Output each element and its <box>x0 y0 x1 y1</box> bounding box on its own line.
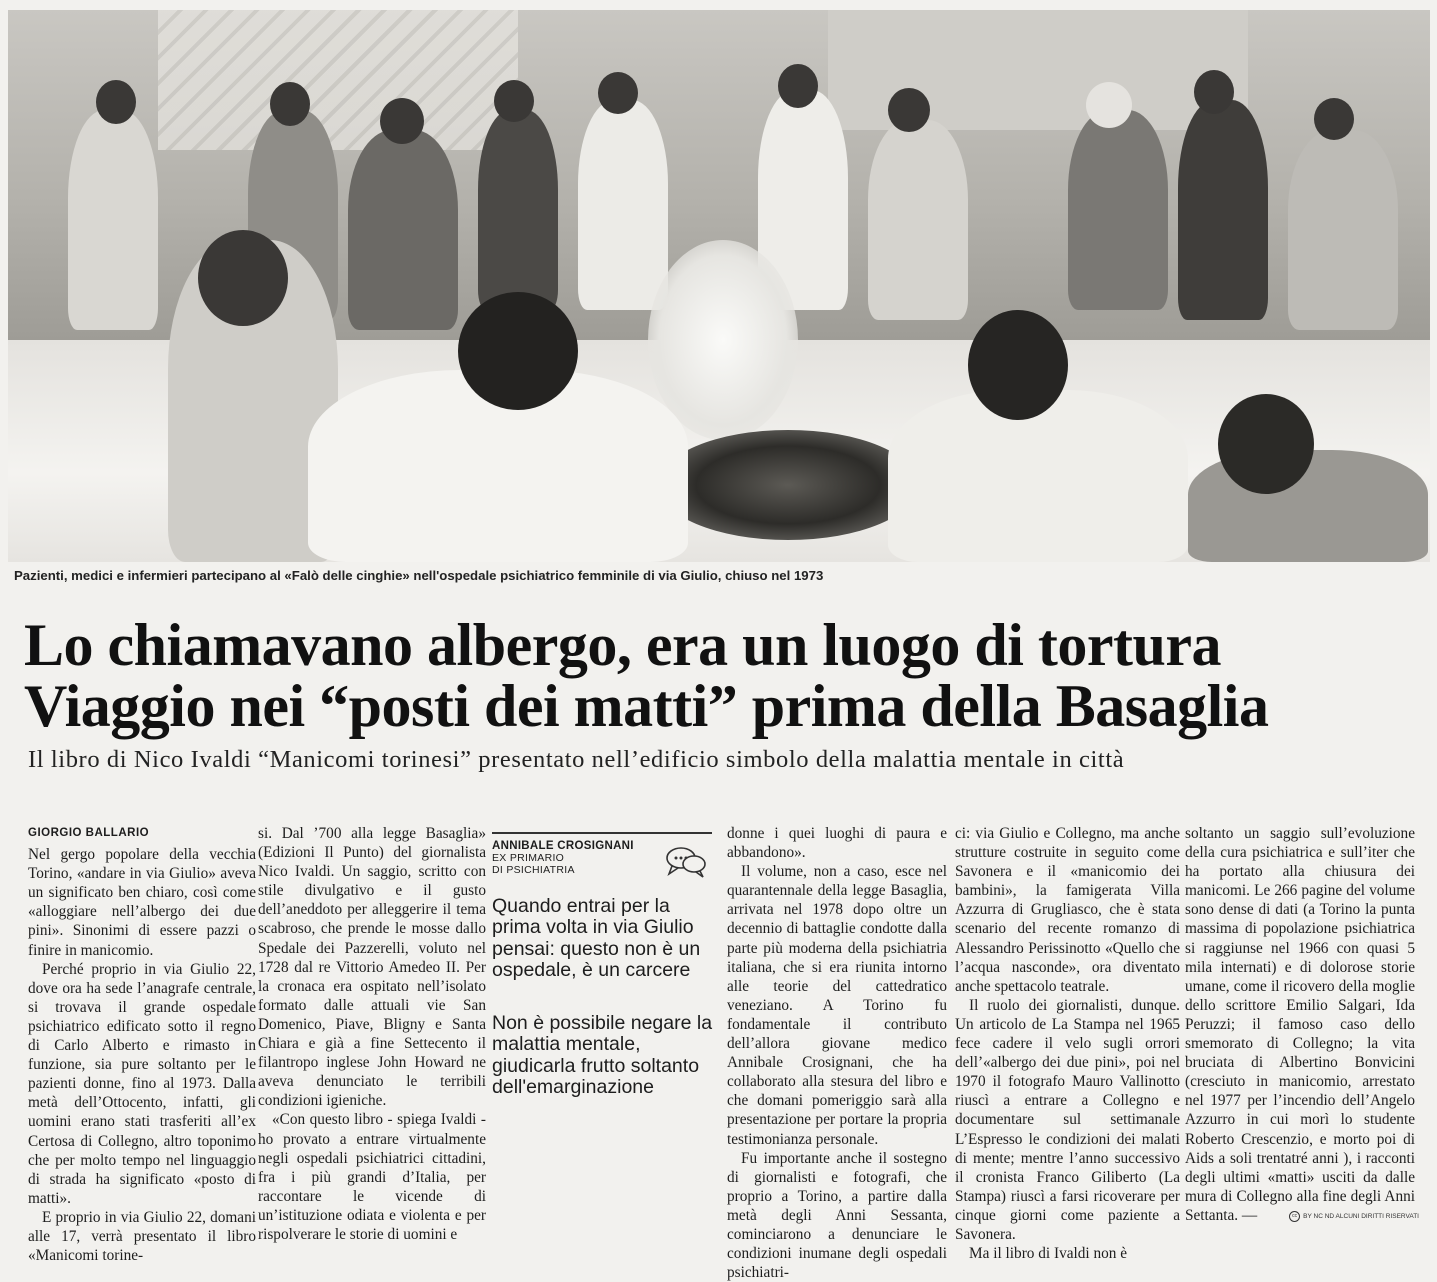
interview-sidebar <box>492 832 718 1098</box>
sidebar-role-line-1: EX PRIMARIO <box>492 852 565 864</box>
paragraph: si. Dal ’700 alla legge Basaglia» (Edizioni Il Punto) del giornalista Nico Ivaldi. Un saggio, scritto con stile divulgativo e il gusto dell’aneddoto per alleggerire il tema scabroso, che prende le mosse dallo Spedale dei Pazzerelli, voluto nel 1728 dal re Vittorio Amedeo II. Per la cronaca era ospitato nell’isolato formato dalle attuali vie San Domenico, Piave, Bligny e Santa Chiara e già a fine Settecento il filantropo inglese John Howard ne aveva denunciato le terribili condizioni igieniche. <box>258 825 486 1110</box>
license-notice <box>1289 1211 1419 1222</box>
photo-caption: Pazienti, medici e infermieri partecipano al «Falò delle cinghie» nell'ospedale psichiatrico femminile di via Giulio, chiuso nel 1973 <box>14 568 824 583</box>
speech-bubbles-icon <box>664 844 708 880</box>
license-text: BY NC ND ALCUNI DIRITTI RISERVATI <box>1303 1213 1419 1221</box>
sidebar-role-line-2: DI PSICHIATRIA <box>492 864 575 876</box>
subheadline: Il libro di Nico Ivaldi “Manicomi torinesi” presentato nell’edificio simbolo della malattia mentale in città <box>28 746 1125 773</box>
paragraph: «Con questo libro - spiega Ivaldi - ho provato a entrare virtualmente negli ospedali psichiatrici cittadini, fra i più grandi d’Italia, per raccontare le vicende di un’istituzione odiata e violenta e per rispolverare le storie di uomini e <box>258 1111 486 1243</box>
paragraph: Ma il libro di Ivaldi non è <box>969 1245 1128 1263</box>
paragraph: Perché proprio in via Giulio 22, dove ora ha sede l’anagrafe centrale, si trovava il grande ospedale psichiatrico edificato sotto il regno di Carlo Alberto e rimasto in funzione, sia pure soltanto per le pazienti donne, fino al 1973. Dalla metà dell’Ottocento, infatti, gli uomini erano stati trasferiti all’ex Certosa di Collegno, altro toponimo che per molto tempo nel linguaggio di strada ha significato «posto di matti». <box>28 960 256 1207</box>
paragraph: Nel gergo popolare della vecchia Torino, «andare in via Giulio» aveva un significato ben chiaro, così come «alloggiare nell’albergo dei due pini». Sinonimi di essere pazzi o finire in manicomio. <box>28 846 256 959</box>
byline: GIORGIO BALLARIO <box>28 827 150 839</box>
paragraph: E proprio in via Giulio 22, domani alle 17, verrà presentato il libro «Manicomi torine- <box>28 1208 256 1265</box>
article-column-2 <box>258 824 486 1244</box>
article-column-5 <box>955 824 1180 1263</box>
article-column-4 <box>727 824 947 1282</box>
paragraph: donne i quei luoghi di paura e abbandono». <box>727 825 947 862</box>
sidebar-quote-1: Quando entrai per la prima volta in via Giulio pensai: questo non è un ospedale, è un carcere <box>492 895 701 981</box>
paragraph: ci: via Giulio e Collegno, ma anche strutture costruite in seguito come Savonera e il «manicomio dei bambini», la famigerata Villa Azzurra di Grugliasco, che è stata scenario del recente romanzo di Alessandro Perissinotto «Quello che l’acqua nasconde», ora diventato anche spettacolo teatrale. <box>955 825 1180 995</box>
photo-man-right <box>888 390 1188 562</box>
sidebar-quote-2: Non è possibile negare la malattia mentale, giudicarla frutto soltanto dell'emarginazione <box>492 1012 713 1099</box>
article-photo <box>8 10 1430 562</box>
photo-bonfire <box>658 430 918 540</box>
article-column-1 <box>28 824 256 1265</box>
photo-smoke <box>648 240 798 440</box>
paragraph: Il ruolo dei giornalisti, dunque. Un articolo de La Stampa nel 1965 fece cadere il velo sugli orrori dell’«albergo dei due pini», poi nel 1970 il fotografo Mauro Vallinotto riuscì a entrare a Collegno e documentare sul settimanale L’Espresso le condizioni dei malati di mente; mentre l’anno successivo il cronista Franco Giliberto (La Stampa) riuscì a farsi ricoverare per cinque giorni come paziente a Savonera. <box>955 996 1180 1243</box>
headline-line-1: Lo chiamavano albergo, era un luogo di tortura <box>24 612 1222 678</box>
paragraph: Il volume, non a caso, esce nel quarantennale della legge Basaglia, arrivata nel 1978 dopo oltre un decennio di battaglie condotte dalla parte più moderna della psichiatria italiana, che si era riunita intorno alle teorie del cattedratico veneziano. A Torino fu fondamentale il contributo dell’allora giovane medico Annibale Crosignani, che ha collaborato alla stesura del libro e che domani pomeriggio sarà alla presentazione per portare la propria testimonianza personale. <box>727 863 947 1148</box>
article-column-6 <box>1185 824 1415 1225</box>
paragraph: Fu importante anche il sostegno di giornalisti e fotografi, che proprio a Torino, a partire dalla metà degli Anni Sessanta, cominciarono a denunciare le condizioni inumane degli ospedali psichiatri- <box>727 1149 947 1282</box>
sidebar-name: ANNIBALE CROSIGNANI <box>492 840 634 852</box>
creative-commons-icon: cc <box>1289 1211 1300 1222</box>
sidebar-rule <box>492 832 712 834</box>
paragraph: soltanto un saggio sull’evoluzione della cura psichiatrica e sull’iter che ha portato alla chiusura dei manicomi. Le 266 pagine del volume sono dense di dati (a Torino la punta massima di popolazione psichiatrica si raggiunse nel 1966 con quasi 5 mila internati) e di dolorose storie umane, come il ricovero della moglie dello scrittore Emilio Salgari, Ida Peruzzi; il famoso caso dello smemorato di Collegno; la vita bruciata di Albertino Bonvicini (cresciuto in manicomio, arrestato nel 1977 per l’incendio dell’Angelo Azzurro in cui morì lo studente Roberto Crescenzio, e morto poi di Aids a soli trentatré anni ), i racconti degli ultimi «matti» usciti da dalle mura di Collegno alla fine degli Anni Settanta. — <box>1185 825 1415 1224</box>
headline-line-2: Viaggio nei “posti dei matti” prima della Basaglia <box>24 673 1269 739</box>
